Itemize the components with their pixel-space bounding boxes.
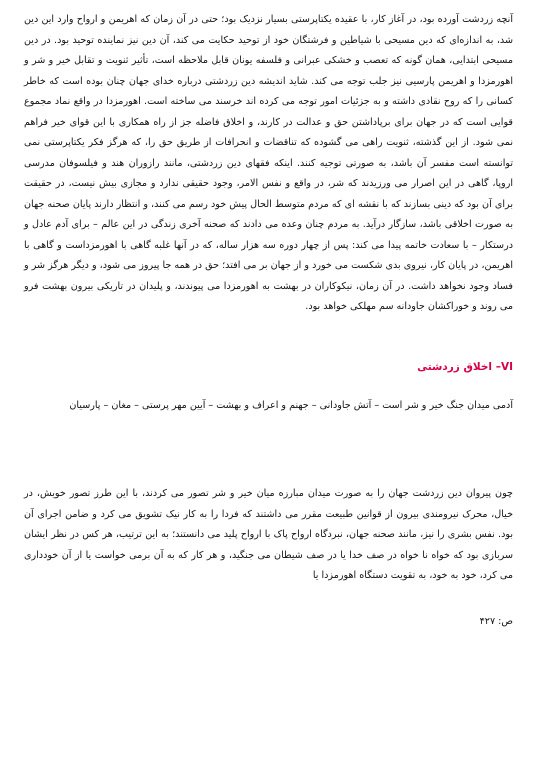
page-number: ص: ۴۲۷ xyxy=(479,616,513,627)
section-heading: VI– اخلاق زردشتی xyxy=(417,361,513,373)
body-paragraph: آنچه زردشت آورده بود، در آغاز کار، با عقیده یکتاپرستی بسیار نزدیک بود؛ حتی در آن زمان که اهریمن و ارواح وارد این دین شد، به اندازه‌ای که دین مسیحی با شیاطین و فرشتگان خود از توحید حکایت می کند، آن دین نیز نماینده توحید بود. در دین مسیحی ابتدایی، همان گونه که تعصب و خشکی عبرانی و فلسفه یونان قابل ملاحظه است، تأثیر ثنویت و تقابل خیر و شر و اهورمزدا و اهریمن پارسیی نیز جلب توجه می کند. شاید اندیشه دین زردشتی درباره خدای جهان چنان بوده است که خاطر کسانی را که روح نقادی داشته و به جزئیات امور توجه می کرده اند خرسند می ساخته است. اهورمزدا در واقع نماد مجموع قوایی است که در جهان برای برپاداشتن حق و عدالت در کارند، و اخلاق فاضله جز از راه همکاری با این قوای خیر فراهم نمی شود. از این گذشته، ثنویت راهی می گشوده که تناقضات و انحرافات از طریق حق را، که هرگز فکر یکتاپرستی نمی توانسته است مفسر آن باشد، به صورتی توجیه کنند. اینکه فقهای دین زردشتی، مانند رازوران هند و فیلسوفان مدرسی اروپا، گاهی در این اصرار می ورزیدند که شر، در واقع و نفس الامر، وجود حقیقی ندارد و مجازی بیش نیست، در حقیقت برای آن بود که دینی بسازند که با نقشه ای که مردم متوسط الحال پیش خود رسم می کنند، و انتظار دارند پایان صحنه جهان به صورت اخلاقی باشد، سازگار درآید. به مردم چنان وعده می دادند که صحنه آخری زندگی در این عالم – برای آدم عادل و درستکار – با سعادت خاتمه پیدا می کند: پس از چهار دوره سه هزار ساله، که در آنها غلبه گاهی با اهورمزداست و گاهی با اهریمن، در پایان کار، نیروی بدی شکست می خورد و از جهان بر می افتد؛ حق در همه جا پیروز می شود، و دیگر هرگز شر و فساد وجود نخواهد داشت. در آن زمان، نیکوکاران در بهشت به اهورمزدا می پیوندند، و پلیدان در تاریکی بیرون بهشت فرو می روند و خوراکشان جاودانه سم مهلکی خواهد بود. xyxy=(24,14,513,312)
topic-summary-line: آدمی میدان جنگ خیر و شر است – آتش جاودانی – جهنم و اعراف و بهشت – آیین مهر پرستی – مغان – پارسیان xyxy=(69,400,513,411)
body-paragraph-2: چون پیروان دین زردشت جهان را به صورت میدان مبارزه میان خیر و شر تصور می کردند، با این طرز تصور خویش، در خیال، محرک نیرومندی بیرون از قوانین طبیعت مقرر می داشتند که فردا را به کار نیک تشویق می کرد و ضامن اجرای آن بود. نفس بشری را نیز، مانند صحنه جهان، نبردگاه ارواح پاک با ارواح پلید می دانستند؛ به این ترتیب، هر کس در نظر ایشان سربازی بود که خواه نا خواه در صف خدا یا در صف شیطان می جنگید، و هر کار که به آن برمی خواست یا از آن خودداری می کرد، خود به خود، به تقویت دستگاه اهورمزدا یا xyxy=(24,488,513,581)
